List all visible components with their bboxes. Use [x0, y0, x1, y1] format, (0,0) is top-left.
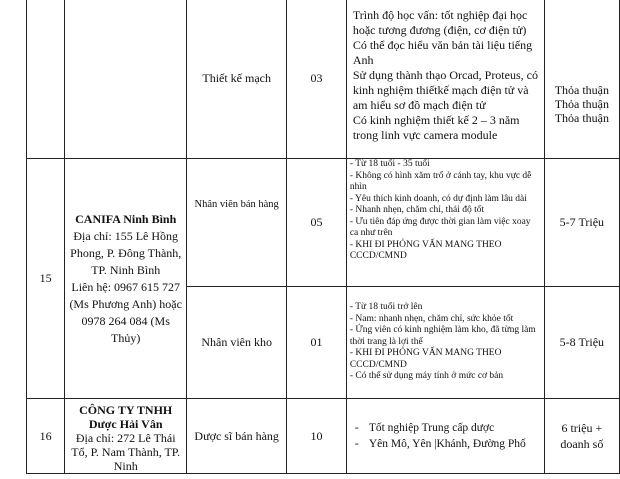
salary-cell	[544, 159, 619, 287]
salary-cell	[544, 287, 619, 399]
quantity-value: 10	[310, 428, 323, 443]
company-contact: Liên hệ: 0967 615 727 (Ms Phương Anh) hoặc 0978 264 084 (Ms Thủy)	[69, 279, 182, 345]
table-row	[27, 399, 620, 474]
requirement-list	[347, 416, 544, 456]
table-row	[27, 159, 620, 287]
stt-cell	[27, 399, 65, 474]
company-cell	[65, 159, 187, 399]
requirement-line: - Nam: nhanh nhẹn, chăm chỉ, sức khỏe tốt	[349, 313, 514, 324]
quantity-value: 05	[310, 215, 323, 229]
requirement-line: Sử dụng thành thạo Orcad, Proteus, có kinh nghiệm thiếtkế mạch điện tử và am hiểu sơ đồ mạch điện tử	[352, 68, 538, 112]
company-name: CÔNG TY TNHH Dược Hải Vân	[79, 403, 173, 431]
requirement-line: - KHI ĐI PHỎNG VẤN MANG THEO CCCD/CMND	[349, 239, 502, 261]
salary-value: Thỏa thuận	[554, 111, 610, 125]
stt-number: 16	[39, 428, 52, 443]
requirement-line: Có kinh nghiệm thiết kế 2 – 3 năm trong linh vực camera module	[352, 113, 520, 142]
quantity-cell	[287, 0, 347, 159]
requirement-line: - Yên Mô, Yên |Khánh, Đường Phố	[369, 436, 540, 452]
requirement-line: - Nhanh nhẹn, chăm chỉ, thái độ tốt	[349, 205, 485, 215]
company-name: CANIFA Ninh Bình	[75, 211, 177, 226]
requirement-line: - Từ 18 tuổi - 35 tuổi	[349, 159, 430, 169]
requirements-cell	[346, 399, 544, 474]
requirements-cell	[346, 159, 544, 287]
requirement-line: - Ưu tiên đáp ứng được thời gian làm việc xoay ca như trên	[349, 216, 531, 238]
salary-value: Thỏa thuận	[554, 83, 610, 97]
company-address: Địa chỉ: 272 Lê Thái Tổ, P. Nam Thành, TP. Ninh	[71, 431, 181, 473]
quantity-cell	[287, 287, 347, 399]
requirement-line: Có thể đọc hiểu văn bản tài liệu tiếng Anh	[352, 38, 533, 67]
requirement-line: - Từ 18 tuổi trở lên	[349, 302, 423, 313]
quantity-value: 01	[310, 335, 323, 349]
position-label: Nhân viên kho	[201, 335, 272, 349]
salary-cell	[544, 0, 619, 159]
requirements-cell	[346, 0, 544, 159]
requirement-line: - KHI ĐI PHỎNG VẤN MANG THEO CCCD/CMND	[349, 348, 502, 370]
requirement-line: Trình độ học vấn: tốt nghiệp đại học hoặc tương đương (điện, cơ điện tử)	[352, 8, 528, 37]
requirements-cell	[346, 287, 544, 399]
position-label: Dược sĩ bán hàng	[194, 428, 279, 443]
position-label: Nhân viên bán hàng	[194, 199, 279, 210]
salary-value: 5-7 Triệu	[559, 215, 605, 229]
salary-value: Thỏa thuận	[554, 97, 610, 111]
company-cell	[65, 0, 187, 159]
stt-number: 15	[39, 271, 52, 285]
quantity-cell	[287, 159, 347, 287]
position-cell	[187, 0, 287, 159]
requirement-line: - Không có hình xăm trổ ở cánh tay, khu vực dễ nhìn	[349, 170, 532, 192]
table-row	[27, 0, 620, 159]
requirement-line: - Ứng viên có kinh nghiệm làm kho, đã từng làm thời trang là lợi thế	[349, 325, 536, 347]
position-cell	[187, 399, 287, 474]
requirement-line: - Có thể sử dụng máy tính ở mức cơ bản	[349, 371, 504, 382]
requirement-line: - Yêu thích kinh doanh, có dự định làm lâu dài	[349, 193, 527, 204]
position-label: Thiết kế mạch	[202, 71, 271, 85]
stt-cell	[27, 159, 65, 399]
stt-cell	[27, 0, 65, 159]
position-cell	[187, 287, 287, 399]
position-cell	[187, 159, 287, 287]
job-listing-table	[26, 0, 620, 474]
company-cell	[65, 399, 187, 474]
quantity-cell	[287, 399, 347, 474]
requirement-line: - Tốt nghiệp Trung cấp dược	[369, 420, 540, 436]
salary-value: 6 triệu + doanh số	[560, 421, 604, 451]
company-address: Địa chỉ: 155 Lê Hồng Phong, P. Đông Thành, TP. Ninh Bình	[70, 228, 182, 277]
salary-value: 5-8 Triệu	[559, 335, 605, 349]
salary-cell	[544, 399, 619, 474]
quantity-value: 03	[310, 71, 323, 85]
